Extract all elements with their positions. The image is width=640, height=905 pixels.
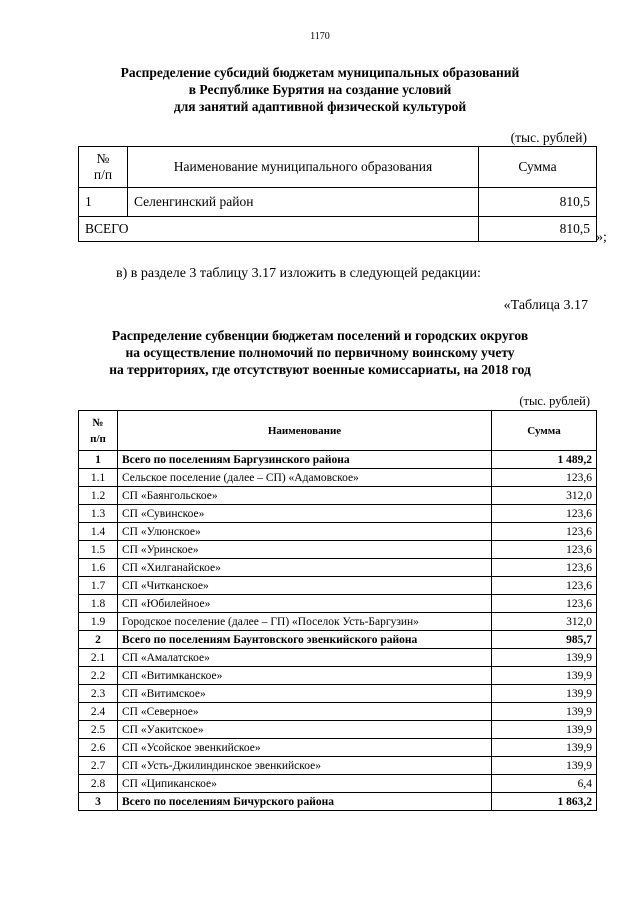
row-num: 2.7 — [79, 757, 118, 775]
row-name: СП «Ципиканское» — [118, 775, 492, 793]
header-sum: Сумма — [492, 411, 597, 451]
header-num-line1: № — [96, 151, 110, 166]
row-num: 1.3 — [79, 505, 118, 523]
row-num: 1 — [79, 451, 118, 469]
row-sum: 123,6 — [492, 559, 597, 577]
row-name: Всего по поселениям Баунтовского эвенкийского района — [118, 631, 492, 649]
subsidy-table — [78, 146, 597, 242]
table1-title-line: Распределение субсидий бюджетам муниципальных образований — [120, 65, 520, 80]
row-name: СП «Улюнское» — [118, 523, 492, 541]
row-name: СП «Баянгольское» — [118, 487, 492, 505]
header-name: Наименование — [118, 411, 492, 451]
table-row — [79, 739, 597, 757]
row-sum: 123,6 — [492, 505, 597, 523]
table-header-row — [79, 411, 597, 451]
row-num: 2.3 — [79, 685, 118, 703]
header-num-line2: п/п — [93, 167, 113, 182]
table-row — [79, 613, 597, 631]
row-name: СП «Юбилейное» — [118, 595, 492, 613]
table-row — [79, 595, 597, 613]
row-sum: 810,5 — [479, 188, 597, 217]
row-num: 1.9 — [79, 613, 118, 631]
row-sum: 139,9 — [492, 667, 597, 685]
row-sum: 123,6 — [492, 541, 597, 559]
table-row — [79, 685, 597, 703]
row-name: СП «Хилганайское» — [118, 559, 492, 577]
table-row — [79, 559, 597, 577]
table1-title-line: для занятий адаптивной физической культурой — [173, 99, 467, 114]
row-num: 1.7 — [79, 577, 118, 595]
table-row — [79, 487, 597, 505]
row-name: СП «Витимское» — [118, 685, 492, 703]
subvention-table — [78, 410, 597, 811]
table-row — [79, 577, 597, 595]
row-sum: 1 863,2 — [492, 793, 597, 811]
row-sum: 139,9 — [492, 649, 597, 667]
row-num: 1.6 — [79, 559, 118, 577]
table1-unit: (тыс. рублей) — [510, 130, 587, 145]
table-header-row — [79, 147, 597, 188]
row-num: 1.5 — [79, 541, 118, 559]
table1-title — [60, 64, 580, 115]
row-sum: 139,9 — [492, 757, 597, 775]
table2-unit: (тыс. рублей) — [519, 394, 590, 408]
row-num: 2 — [79, 631, 118, 649]
total-label: ВСЕГО — [79, 217, 479, 242]
row-sum: 123,6 — [492, 469, 597, 487]
table2-title-line: на осуществление полномочий по первичному воинскому учету — [125, 345, 515, 360]
row-num: 2.4 — [79, 703, 118, 721]
row-name: СП «Уринское» — [118, 541, 492, 559]
table-row — [79, 451, 597, 469]
row-name: СП «Северное» — [118, 703, 492, 721]
row-name: СП «Читканское» — [118, 577, 492, 595]
row-name: Сельское поселение (далее – СП) «Адамовское» — [118, 469, 492, 487]
row-sum: 139,9 — [492, 703, 597, 721]
row-num: 1 — [79, 188, 128, 217]
row-name: СП «Сувинское» — [118, 505, 492, 523]
row-name: Всего по поселениям Бичурского района — [118, 793, 492, 811]
row-num: 2.6 — [79, 739, 118, 757]
table-row — [79, 631, 597, 649]
row-num: 2.8 — [79, 775, 118, 793]
row-name: СП «Усойское эвенкийское» — [118, 739, 492, 757]
row-sum: 139,9 — [492, 739, 597, 757]
table-row — [79, 505, 597, 523]
table-row — [79, 188, 597, 217]
table-row — [79, 667, 597, 685]
header-num — [79, 147, 128, 188]
header-num-line1: № — [92, 416, 104, 429]
row-name: СП «Витимканское» — [118, 667, 492, 685]
table-row — [79, 721, 597, 739]
table-row — [79, 703, 597, 721]
row-sum: 985,7 — [492, 631, 597, 649]
header-name: Наименование муниципального образования — [128, 147, 479, 188]
row-name: СП «Амалатское» — [118, 649, 492, 667]
row-name: Всего по поселениям Баргузинского района — [118, 451, 492, 469]
closing-quote: »; — [596, 230, 607, 245]
table-row — [79, 775, 597, 793]
table-row — [79, 523, 597, 541]
row-num: 2.1 — [79, 649, 118, 667]
row-num: 2.5 — [79, 721, 118, 739]
table-row — [79, 541, 597, 559]
row-num: 3 — [79, 793, 118, 811]
row-name: Городское поселение (далее – ГП) «Поселок Усть-Баргузин» — [118, 613, 492, 631]
table-row — [79, 757, 597, 775]
header-num — [79, 411, 118, 451]
row-sum: 139,9 — [492, 685, 597, 703]
amendment-paragraph: в) в разделе 3 таблицу 3.17 изложить в следующей редакции: — [116, 266, 481, 281]
table1-title-line: в Республике Бурятия на создание условий — [188, 82, 452, 97]
header-num-line2: п/п — [90, 432, 106, 445]
row-sum: 123,6 — [492, 577, 597, 595]
table-reference: «Таблица 3.17 — [503, 298, 588, 313]
header-sum: Сумма — [479, 147, 597, 188]
row-sum: 6,4 — [492, 775, 597, 793]
row-num: 1.8 — [79, 595, 118, 613]
table-row — [79, 793, 597, 811]
row-name: Селенгинский район — [128, 188, 479, 217]
row-sum: 1 489,2 — [492, 451, 597, 469]
row-num: 1.2 — [79, 487, 118, 505]
row-num: 2.2 — [79, 667, 118, 685]
row-sum: 123,6 — [492, 523, 597, 541]
row-num: 1.4 — [79, 523, 118, 541]
table2-title-line: Распределение субвенции бюджетам поселений и городских округов — [111, 328, 529, 343]
total-row — [79, 217, 597, 242]
row-name: СП «Усть-Джилиндинское эвенкийское» — [118, 757, 492, 775]
page-number: 1170 — [310, 31, 330, 42]
row-sum: 312,0 — [492, 487, 597, 505]
row-num: 1.1 — [79, 469, 118, 487]
table-row — [79, 469, 597, 487]
row-sum: 123,6 — [492, 595, 597, 613]
table-row — [79, 649, 597, 667]
table2-title — [60, 327, 580, 378]
row-sum: 312,0 — [492, 613, 597, 631]
table2-title-line: на территориях, где отсутствуют военные комиссариаты, на 2018 год — [109, 362, 531, 377]
row-sum: 139,9 — [492, 721, 597, 739]
total-sum: 810,5 — [479, 217, 597, 242]
row-name: СП «Уакитское» — [118, 721, 492, 739]
